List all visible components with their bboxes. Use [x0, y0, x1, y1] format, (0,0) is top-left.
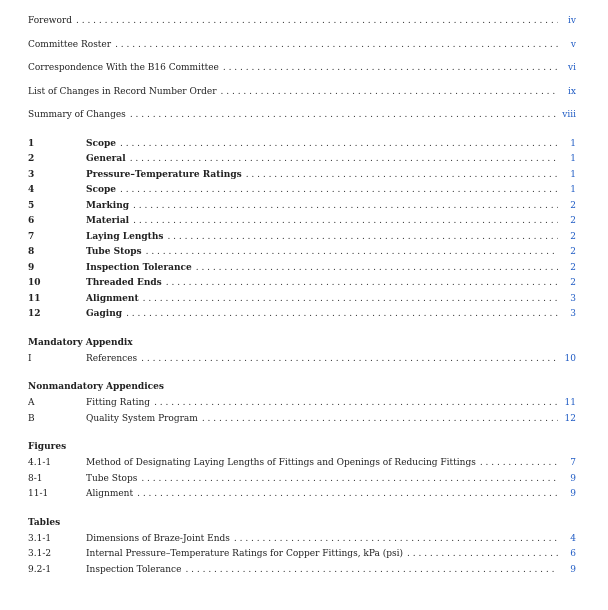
- toc-entry-page-link[interactable]: v: [570, 39, 576, 50]
- toc-entry-page-link[interactable]: 2: [570, 231, 576, 242]
- toc-entry-title: Correspondence With the B16 Committee: [28, 63, 219, 73]
- toc-entry-title: Laying Lengths: [86, 231, 164, 242]
- toc-entry[interactable]: [28, 137, 576, 153]
- toc-entry-title: Scope: [86, 138, 117, 149]
- toc-entry-page-link[interactable]: 2: [570, 200, 576, 211]
- toc-entry-number: 1: [28, 138, 35, 149]
- toc-entry-page-link[interactable]: 3: [570, 293, 576, 304]
- toc-entry-number: 4.1-1: [28, 458, 52, 468]
- section-heading: Mandatory Appendix: [28, 337, 133, 348]
- toc-entry[interactable]: [28, 261, 576, 277]
- toc-entry-title: Inspection Tolerance: [86, 262, 192, 273]
- section-heading: Figures: [28, 442, 67, 452]
- toc-entry-title: Threaded Ends: [86, 278, 162, 288]
- toc-entry-title: Gaging: [86, 309, 123, 319]
- toc-entry[interactable]: [28, 292, 576, 308]
- spacer: [28, 128, 576, 137]
- toc-entry[interactable]: [28, 352, 576, 368]
- toc-entry-number: I: [28, 353, 32, 364]
- toc-entry-page-link[interactable]: viii: [562, 110, 576, 120]
- dot-leader: [120, 137, 558, 153]
- toc-entry-number: 7: [28, 231, 35, 242]
- toc-entry-title: Internal Pressure–Temperature Ratings for Copper Fittings, kPa (psi): [86, 549, 404, 559]
- dot-leader: [141, 352, 558, 368]
- toc-entry-page-link[interactable]: 12: [564, 413, 576, 424]
- toc-entry[interactable]: [28, 396, 576, 412]
- toc-entry-number: 11-1: [28, 489, 49, 499]
- dot-leader: [76, 10, 558, 34]
- dot-leader: [196, 261, 558, 277]
- dot-leader: [480, 456, 558, 472]
- appendix-sections: [28, 335, 576, 579]
- toc-entry[interactable]: [28, 214, 576, 230]
- toc-entry[interactable]: [28, 276, 576, 292]
- toc-entry-number: 8: [28, 247, 35, 257]
- toc-entry-title: Quality System Program: [86, 413, 198, 424]
- dot-leader: [167, 230, 558, 246]
- toc-entry-title: Marking: [86, 200, 130, 211]
- dot-leader: [146, 245, 558, 261]
- toc-entry[interactable]: [28, 183, 576, 199]
- toc-entry-page-link[interactable]: 6: [570, 549, 576, 559]
- toc-entry[interactable]: [28, 547, 576, 563]
- toc-entry-page-link[interactable]: 1: [570, 154, 576, 164]
- toc-entry-number: 10: [28, 278, 41, 288]
- toc-entry-number: 8-1: [28, 473, 43, 484]
- toc-entry-title: Tube Stops: [86, 247, 142, 257]
- toc-entry[interactable]: [28, 57, 576, 81]
- toc-entry-page-link[interactable]: 9: [570, 564, 576, 575]
- toc-entry-page-link[interactable]: 1: [570, 169, 576, 180]
- table-of-contents: [28, 10, 576, 578]
- dot-leader: [143, 292, 558, 308]
- dot-leader: [246, 168, 558, 184]
- chapter-list: [28, 137, 576, 323]
- toc-entry-title: List of Changes in Record Number Order: [28, 86, 217, 97]
- dot-leader: [133, 214, 558, 230]
- toc-entry-number: 9.2-1: [28, 564, 52, 575]
- toc-entry[interactable]: [28, 245, 576, 261]
- toc-entry[interactable]: [28, 81, 576, 105]
- toc-entry-title: Fitting Rating: [86, 398, 151, 408]
- toc-entry-number: A: [28, 398, 35, 408]
- toc-entry-page-link[interactable]: 4: [570, 533, 576, 544]
- toc-entry-number: B: [28, 413, 35, 424]
- toc-entry[interactable]: [28, 563, 576, 579]
- toc-entry[interactable]: [28, 532, 576, 548]
- dot-leader: [130, 152, 558, 168]
- toc-entry-page-link[interactable]: 9: [570, 489, 576, 499]
- dot-leader: [185, 563, 558, 579]
- dot-leader: [137, 487, 558, 503]
- toc-entry-number: 3: [28, 169, 35, 180]
- toc-entry-page-link[interactable]: 7: [570, 458, 576, 468]
- dot-leader: [223, 57, 558, 81]
- toc-entry-title: Inspection Tolerance: [86, 564, 182, 575]
- dot-leader: [166, 276, 558, 292]
- toc-entry-title: Committee Roster: [28, 39, 112, 50]
- dot-leader: [221, 81, 558, 105]
- toc-entry-page-link[interactable]: 10: [564, 353, 576, 364]
- toc-entry-page-link[interactable]: 1: [570, 138, 576, 149]
- toc-entry-page-link[interactable]: 2: [570, 216, 576, 226]
- toc-entry-title: Alignment: [86, 489, 134, 499]
- dot-leader: [234, 532, 558, 548]
- toc-entry-number: 5: [28, 200, 35, 211]
- toc-entry-title: Material: [86, 216, 130, 226]
- section-heading: Nonmandatory Appendices: [28, 382, 164, 392]
- dot-leader: [126, 307, 558, 323]
- section-heading: Tables: [28, 517, 61, 528]
- front-matter-list: [28, 10, 576, 128]
- toc-entry-title: Tube Stops: [86, 473, 138, 484]
- toc-entry[interactable]: [28, 307, 576, 323]
- toc-entry[interactable]: [28, 412, 576, 428]
- dot-leader: [407, 547, 558, 563]
- toc-entry-number: 2: [28, 154, 35, 164]
- toc-entry[interactable]: [28, 34, 576, 58]
- toc-entry-title: Alignment: [86, 293, 139, 304]
- toc-entry[interactable]: [28, 10, 576, 34]
- toc-entry-title: References: [86, 353, 138, 364]
- dot-leader: [115, 34, 558, 58]
- toc-entry[interactable]: [28, 472, 576, 488]
- toc-entry[interactable]: [28, 152, 576, 168]
- toc-entry[interactable]: [28, 456, 576, 472]
- toc-entry-page-link[interactable]: 2: [570, 247, 576, 257]
- toc-entry[interactable]: [28, 168, 576, 184]
- toc-entry-title: Scope: [86, 185, 117, 195]
- toc-entry-title: Foreword: [28, 16, 72, 26]
- toc-entry[interactable]: [28, 230, 576, 246]
- toc-entry[interactable]: [28, 104, 576, 128]
- toc-entry-page-link[interactable]: 2: [570, 278, 576, 288]
- toc-entry-title: Dimensions of Braze-Joint Ends: [86, 533, 230, 544]
- toc-entry-number: 3.1-2: [28, 549, 52, 559]
- toc-entry-number: 12: [28, 309, 41, 319]
- dot-leader: [120, 183, 558, 199]
- toc-entry-page-link[interactable]: vi: [568, 63, 576, 73]
- toc-entry-number: 9: [28, 262, 35, 273]
- toc-entry-title: Pressure–Temperature Ratings: [86, 169, 242, 180]
- dot-leader: [133, 199, 558, 215]
- toc-entry-number: 4: [28, 185, 35, 195]
- dot-leader: [202, 412, 558, 428]
- toc-entry-number: 11: [28, 293, 41, 304]
- toc-entry-page-link[interactable]: 1: [570, 185, 576, 195]
- toc-entry-page-link[interactable]: 9: [570, 473, 576, 484]
- toc-entry-page-link[interactable]: iv: [568, 16, 576, 26]
- dot-leader: [154, 396, 558, 412]
- toc-entry[interactable]: [28, 487, 576, 503]
- toc-entry[interactable]: [28, 199, 576, 215]
- toc-entry-page-link[interactable]: 3: [570, 309, 576, 319]
- toc-entry-page-link[interactable]: 2: [570, 262, 576, 273]
- dot-leader: [141, 472, 558, 488]
- toc-entry-page-link[interactable]: ix: [568, 86, 576, 97]
- dot-leader: [130, 104, 558, 128]
- toc-entry-title: General: [86, 154, 126, 164]
- toc-entry-number: 3.1-1: [28, 533, 52, 544]
- toc-entry-title: Method of Designating Laying Lengths of Fittings and Openings of Reducing Fittings: [86, 458, 476, 468]
- toc-entry-page-link[interactable]: 11: [564, 398, 576, 408]
- toc-entry-number: 6: [28, 216, 35, 226]
- toc-entry-title: Summary of Changes: [28, 110, 126, 120]
